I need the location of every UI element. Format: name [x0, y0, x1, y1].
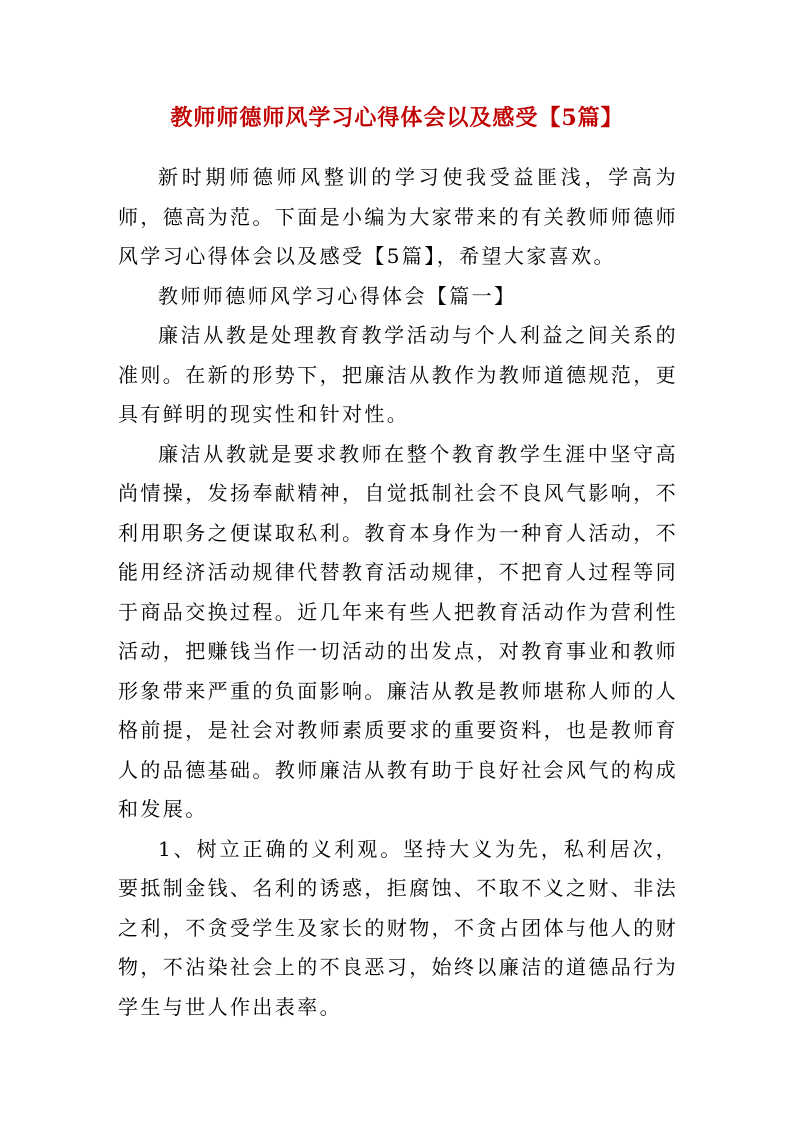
document-title: 教师师德师风学习心得体会以及感受【5篇】 [170, 105, 624, 131]
intro-paragraph: 新时期师德师风整训的学习使我受益匪浅，学高为师，德高为范。下面是小编为大家带来的有关教师师德师风学习心得体会以及感受【5篇】，希望大家喜欢。 [118, 165, 678, 268]
document-body [118, 158, 678, 1027]
body-paragraph: 廉洁从教是处理教育教学活动与个人利益之间关系的准则。在新的形势下，把廉洁从教作为教师道德规范，更具有鲜明的现实性和针对性。 [118, 323, 678, 426]
body-paragraph: 廉洁从教就是要求教师在整个教育教学生涯中坚守高尚情操，发扬奉献精神，自觉抵制社会不良风气影响，不利用职务之便谋取私利。教育本身作为一种育人活动，不能用经济活动规律代替教育活动规律，不把育人过程等同于商品交换过程。近几年来有些人把教育活动作为营利性活动，把赚钱当作一切活动的出发点，对教育事业和教师形象带来严重的负面影响。廉洁从教是教师堪称人师的人格前提，是社会对教师素质要求的重要资料，也是教师育人的品德基础。教师廉洁从教有助于良好社会风气的构成和发展。 [118, 441, 678, 821]
body-paragraph: 1、树立正确的义利观。坚持大义为先，私利居次，要抵制金钱、名利的诱惑，拒腐蚀、不取不义之财、非法之利，不贪受学生及家长的财物，不贪占团体与他人的财物，不沾染社会上的不良恶习，始终以廉洁的道德品行为学生与世人作出表率。 [118, 836, 678, 1019]
section-heading: 教师师德师风学习心得体会【篇一】 [158, 283, 517, 308]
